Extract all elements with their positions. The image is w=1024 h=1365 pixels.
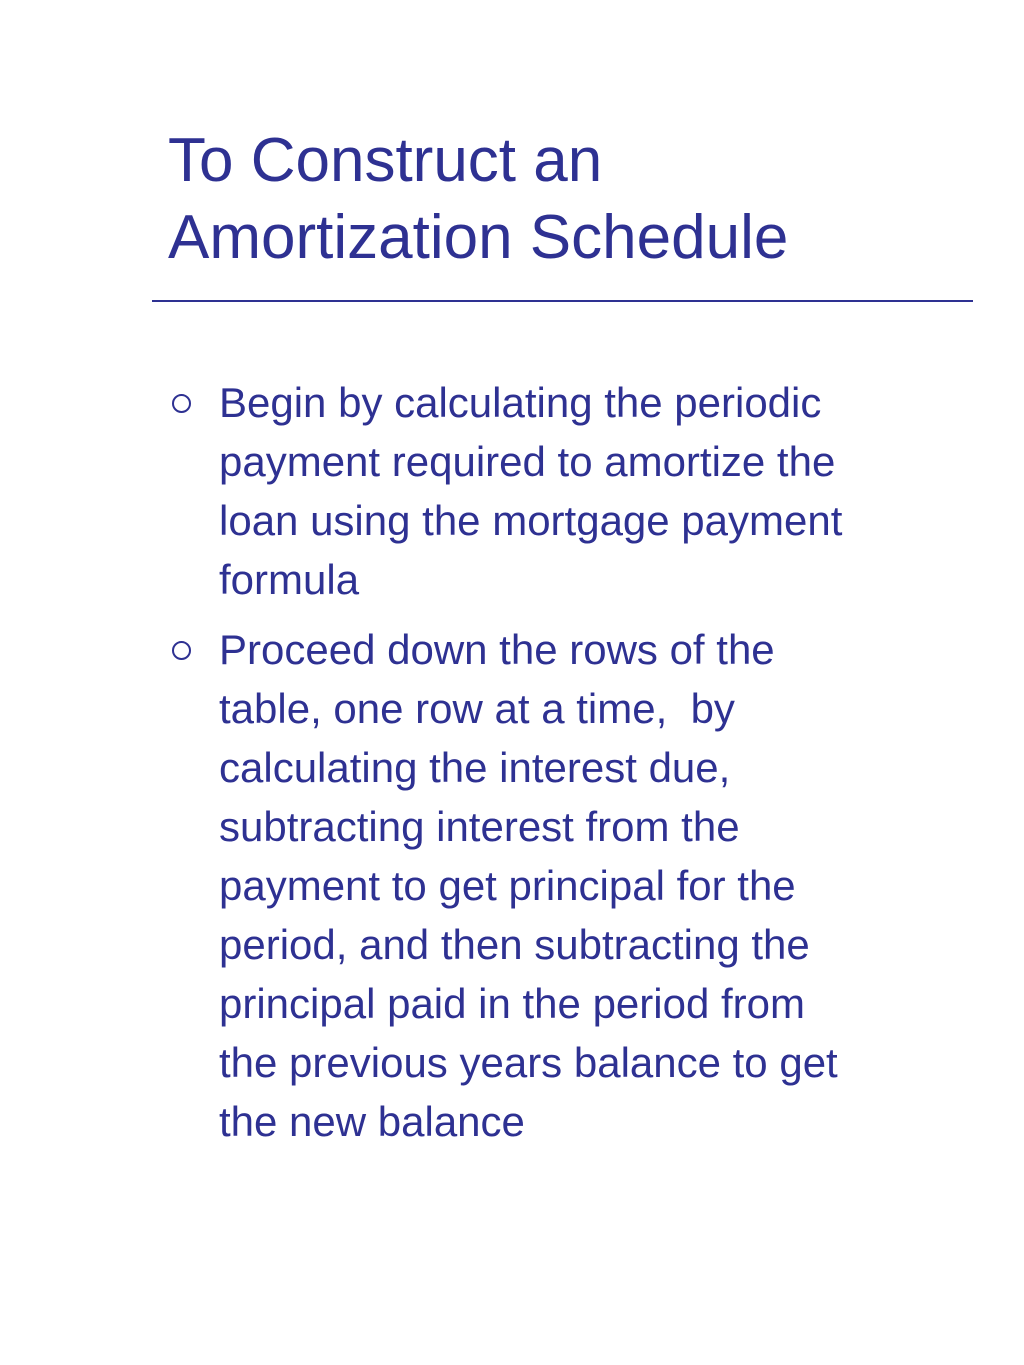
bullet-1-line-2: payment required to amortize the (219, 438, 836, 485)
slide-title-line-1: To Construct an (168, 126, 603, 195)
bullet-2-line-7: principal paid in the period from (219, 980, 805, 1027)
bullet-2-line-9: the new balance (219, 1098, 525, 1145)
bullet-1-line-4: formula (219, 556, 360, 603)
bullet-list (168, 373, 968, 1162)
bullet-1-line-3: loan using the mortgage payment (219, 497, 843, 544)
hollow-circle-bullet-icon (172, 394, 191, 413)
bullet-2-line-1: Proceed down the rows of the (219, 626, 775, 673)
bullet-1-line-1: Begin by calculating the periodic (219, 379, 822, 426)
bullet-item-1 (168, 373, 968, 609)
hollow-circle-bullet-icon (172, 641, 191, 660)
bullet-item-2 (168, 620, 968, 1151)
bullet-2-line-4: subtracting interest from the (219, 803, 740, 850)
bullet-2-line-5: payment to get principal for the (219, 862, 796, 909)
bullet-2-line-2: table, one row at a time, by (219, 685, 735, 732)
title-divider (152, 300, 973, 302)
bullet-2-line-8: the previous years balance to get (219, 1039, 838, 1086)
slide-title (168, 122, 988, 276)
slide-title-line-2: Amortization Schedule (168, 203, 789, 272)
bullet-2-line-3: calculating the interest due, (219, 744, 731, 791)
bullet-2-line-6: period, and then subtracting the (219, 921, 810, 968)
